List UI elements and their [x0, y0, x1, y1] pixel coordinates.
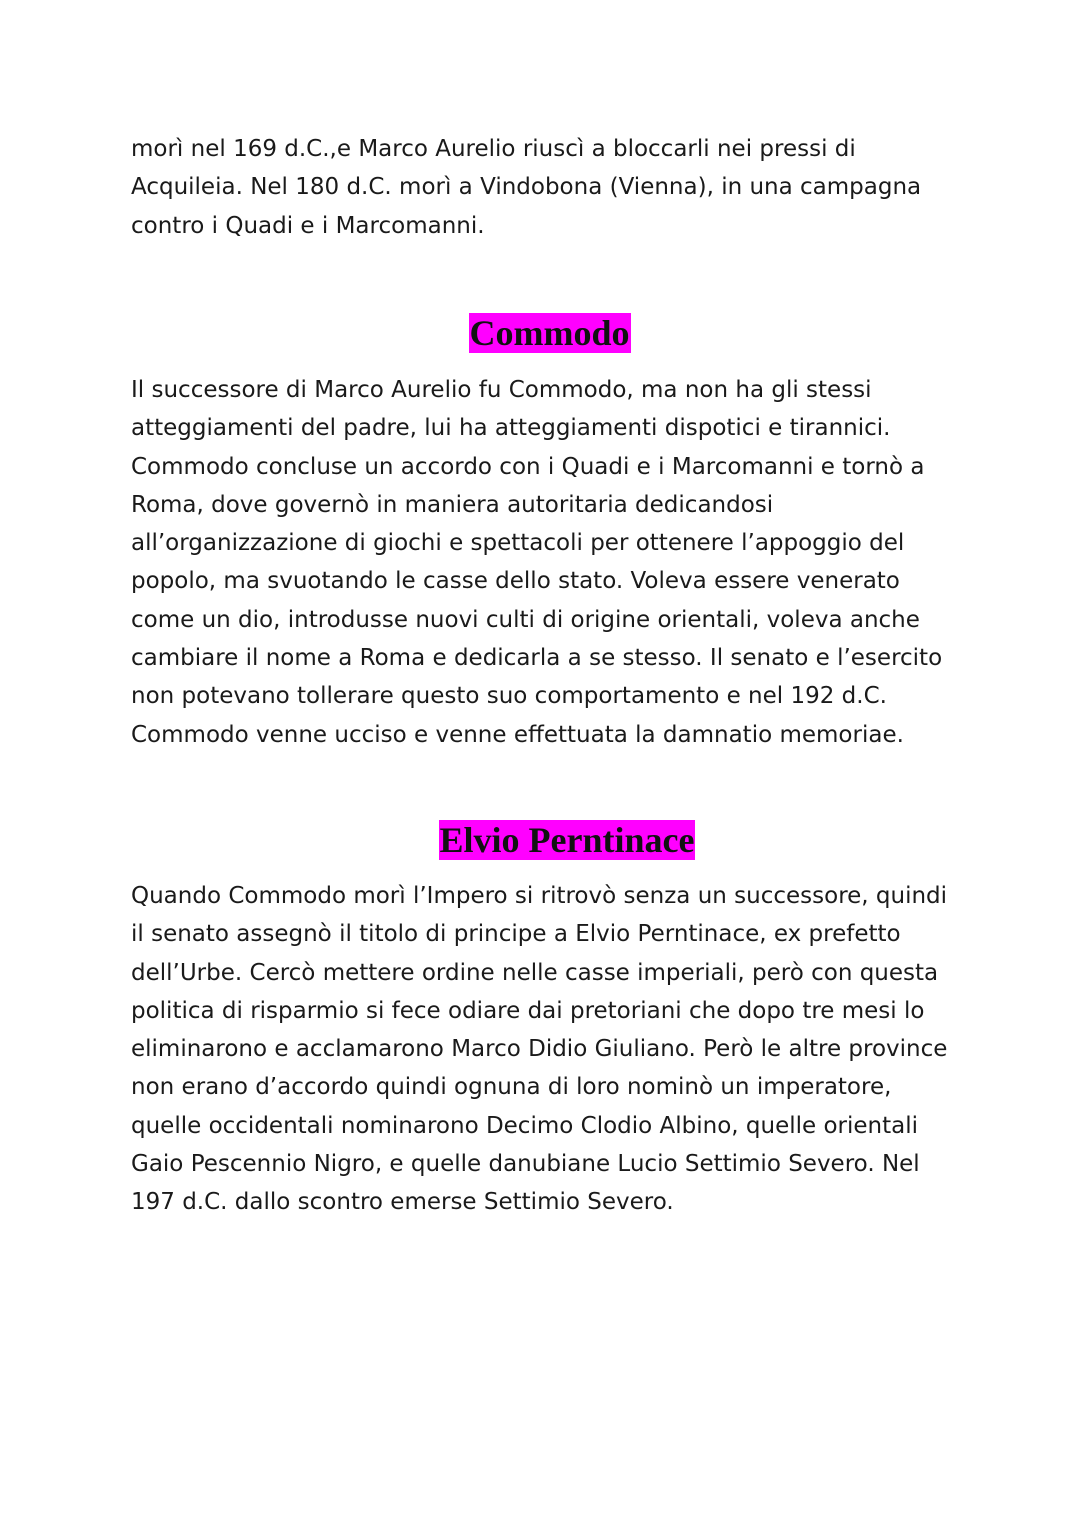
paragraph-marco-aurelio-end: morì nel 169 d.C.,e Marco Aurelio riuscì a bloccarli nei pressi di Acquileia. Nel 180 d.C. morì a Vindobona (Vienna), in una campagna contro i Quadi e i Marcomanni. — [131, 136, 922, 239]
heading-commodo — [0, 313, 1080, 353]
heading-commodo-text: Commodo — [469, 313, 630, 353]
heading-elvio-perntinace — [0, 820, 1080, 860]
paragraph-elvio-perntinace: Quando Commodo morì l’Impero si ritrovò senza un successore, quindi il senato assegnò il titolo di principe a Elvio Perntinace, ex prefetto dell’Urbe. Cercò mettere ordine nelle casse imperiali, però con questa politica di risparmio si fece odiare dai pretoriani che dopo tre mesi lo eliminarono e acclamarono Marco Didio Giuliano. Però le altre province non erano d’accordo quindi ognuna di loro nominò un imperatore, quelle occidentali nominarono Decimo Clodio Albino, quelle orientali Gaio Pescennio Nigro, e quelle danubiane Lucio Settimio Severo. Nel 197 d.C. dallo scontro emerse Settimio Severo. — [131, 883, 948, 1216]
paragraph-commodo: Il successore di Marco Aurelio fu Commodo, ma non ha gli stessi atteggiamenti del padre, lui ha atteggiamenti dispotici e tirannici. Commodo concluse un accordo con i Quadi e i Marcomanni e tornò a Roma, dove governò in maniera autoritaria dedicandosi all’organizzazione di giochi e spettacoli per ottenere l’appoggio del popolo, ma svuotando le casse dello stato. Voleva essere venerato come un dio, introdusse nuovi culti di origine orientali, voleva anche cambiare il nome a Roma e dedicarla a se stesso. Il senato e l’esercito non potevano tollerare questo suo comportamento e nel 192 d.C. Commodo venne ucciso e venne effettuata la damnatio memoriae. — [131, 377, 943, 748]
heading-elvio-perntinace-text: Elvio Perntinace — [439, 820, 695, 860]
